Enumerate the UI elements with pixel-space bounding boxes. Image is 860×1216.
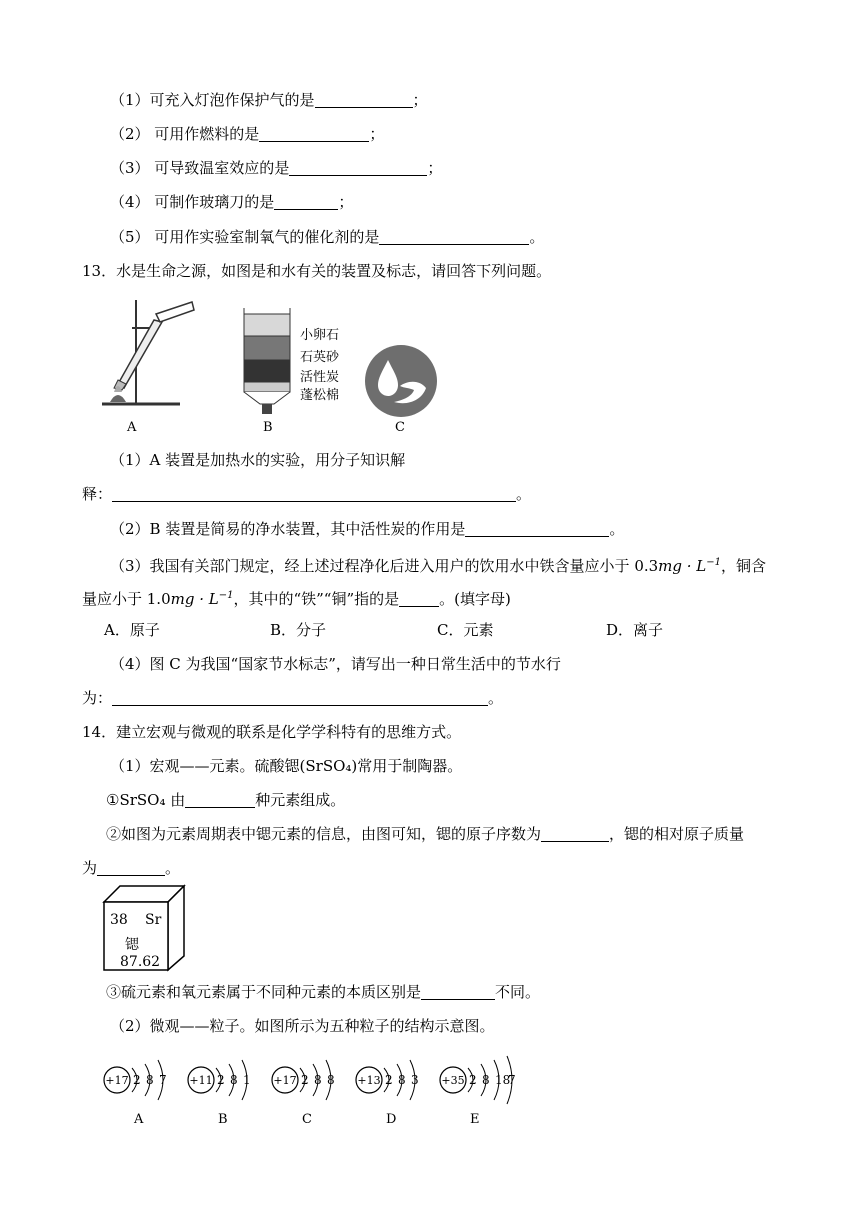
particle-diagram [102,1047,187,1113]
q12-item-4-text: （4） 可制作玻璃刀的是 [110,193,275,211]
answer-blank[interactable] [274,194,338,210]
q12-item-4-end: ； [338,193,354,211]
electron-count: 18 [495,1073,511,1087]
q14-sub2-end: 。 [165,859,181,877]
q14-sub3 [106,982,540,1002]
answer-blank[interactable] [315,92,413,108]
q14-sub2-text: ②如图为元素周期表中锶元素的信息，由图可知，锶的原子序数为 [106,825,542,843]
q13-part3-text-a: （3）我国有关部门规定，经上述过程净化后进入用户的饮用水中铁含量应小于 0.3 [110,557,659,575]
q13-part2-end: 。 [609,520,625,538]
answer-blank[interactable] [541,826,609,842]
answer-blank[interactable] [289,160,427,176]
q13-part4-line2 [82,688,503,708]
option-d[interactable]: D．离子 [606,621,664,639]
q12-item-3-end: ； [427,159,443,177]
filter-layer-label: 活性炭 [300,370,340,385]
q12-item-2-text: （2） 可用作燃料的是 [110,125,260,143]
q14-sub2-line2 [82,858,180,878]
q13-part3-text-c: 量应小于 1.0 [82,590,171,608]
q12-item-1-text: （1）可充入灯泡作保护气的是 [110,91,315,109]
electron-count: 2 [385,1073,393,1087]
answer-blank[interactable] [112,690,488,706]
electron-count: 3 [411,1073,419,1087]
q13-part1-line1: （1）A 装置是加热水的实验，用分子知识解 [110,451,406,469]
nucleus-charge: +17 [273,1074,297,1087]
q14-sub2-text-b: ，锶的相对原子质量 [609,825,745,843]
q12-item-5-end: 。 [529,228,545,246]
particle-label: C [302,1112,312,1127]
electron-count: 8 [398,1073,406,1087]
answer-blank[interactable] [97,860,165,876]
answer-blank[interactable] [379,229,529,245]
q13-part3-line1 [110,553,766,576]
q14-sub3-end: 不同。 [495,983,541,1001]
q13-part2-text: （2）B 装置是简易的净水装置，其中活性炭的作用是 [110,520,466,538]
filter-layer-label: 蓬松棉 [300,388,340,403]
filter-layer-label: 小卵石 [300,328,340,343]
electron-count: 7 [159,1073,167,1087]
nucleus-charge: +11 [189,1074,213,1087]
q14-title: 14．建立宏观与微观的联系是化学学科特有的思维方式。 [82,723,462,741]
q12-item-2 [110,124,384,144]
particle-diagram [186,1047,271,1113]
atomic-number: 38 [110,912,128,928]
q13-part4-line1: （4）图 C 为我国“国家节水标志”，请写出一种日常生活中的节水行 [110,655,561,673]
electron-count: 2 [133,1073,141,1087]
q12-item-5 [110,227,544,247]
q14-sub3-text: ③硫元素和氧元素属于不同种元素的本质区别是 [106,983,422,1001]
electron-count: 1 [243,1073,251,1087]
q12-item-2-end: ； [369,125,385,143]
unit-text: mg · L [170,590,219,608]
q12-item-3 [110,158,442,178]
unit-exponent: −1 [218,590,234,601]
q14-sub1 [106,790,345,810]
q13-part4-end: 。 [488,689,504,707]
q13-part1-prefix: 释： [82,485,113,503]
particle-label: A [134,1112,144,1127]
q12-item-4 [110,192,353,212]
nucleus-charge: +13 [357,1074,381,1087]
q14-sub1-end: 种元素组成。 [255,791,346,809]
particle-diagram [354,1047,439,1113]
q13-part3-text-b: ，铜含 [721,557,767,575]
answer-blank[interactable] [399,591,439,607]
q12-item-1-end: ； [412,91,428,109]
q13-part4-prefix: 为： [82,689,113,707]
q14-part2-heading: （2）微观——粒子。如图所示为五种粒子的结构示意图。 [110,1017,495,1035]
nucleus-charge: +35 [441,1074,465,1087]
figure-a-label: A [127,420,137,435]
particle-diagram [270,1047,355,1113]
q14-sub2-line1 [106,824,744,844]
electron-count: 8 [230,1073,238,1087]
electron-count: 2 [469,1073,477,1087]
answer-blank[interactable] [259,126,369,142]
q13-part3-line2 [82,586,511,609]
nucleus-charge: +17 [105,1074,129,1087]
q12-item-1 [110,90,428,110]
q13-title: 13．水是生命之源，如图是和水有关的装置及标志，请回答下列问题。 [82,262,552,280]
electron-count: 2 [301,1073,309,1087]
figure-b-label: B [263,420,273,435]
water-saving-logo-icon [364,344,438,418]
electron-count: 8 [482,1073,490,1087]
q13-part2 [110,519,624,539]
atomic-mass: 87.62 [120,954,161,970]
particle-label: E [470,1112,480,1127]
q13-part3-text-e: 。(填字母) [439,590,511,608]
q13-part3-text-d: ，其中的“铁”“铜”指的是 [233,590,400,608]
electron-count: 8 [314,1073,322,1087]
heating-apparatus-figure [96,292,196,420]
answer-blank[interactable] [421,984,495,1000]
answer-blank[interactable] [465,521,609,537]
electron-count: 8 [327,1073,335,1087]
particle-label: B [218,1112,228,1127]
q14-part1-heading: （1）宏观——元素。硫酸锶(SrSO₄)常用于制陶器。 [110,757,463,775]
electron-count: 8 [146,1073,154,1087]
q12-item-5-text: （5） 可用作实验室制氧气的催化剂的是 [110,228,380,246]
element-symbol: Sr [145,912,162,928]
q12-item-3-text: （3） 可导致温室效应的是 [110,159,290,177]
particle-label: D [386,1112,397,1127]
option-a[interactable]: A．原子 [104,621,160,639]
unit-exponent: −1 [706,557,722,568]
water-filter-figure [240,308,298,416]
q14-sub1-text: ①SrSO₄ 由 [106,791,186,809]
q13-part1-line2 [82,484,531,504]
particle-diagram [438,1047,536,1113]
element-name: 锶 [125,937,139,953]
option-c[interactable]: C．元素 [437,621,494,639]
answer-blank[interactable] [112,486,516,502]
option-b[interactable]: B．分子 [270,621,327,639]
electron-count: 2 [217,1073,225,1087]
filter-layer-label: 石英砂 [300,350,340,365]
figure-c-label: C [395,420,405,435]
q13-part1-end: 。 [516,485,532,503]
answer-blank[interactable] [185,792,255,808]
unit-text: mg · L [658,557,707,575]
electron-count: 7 [508,1073,516,1087]
q14-sub2-prefix: 为 [82,859,98,877]
